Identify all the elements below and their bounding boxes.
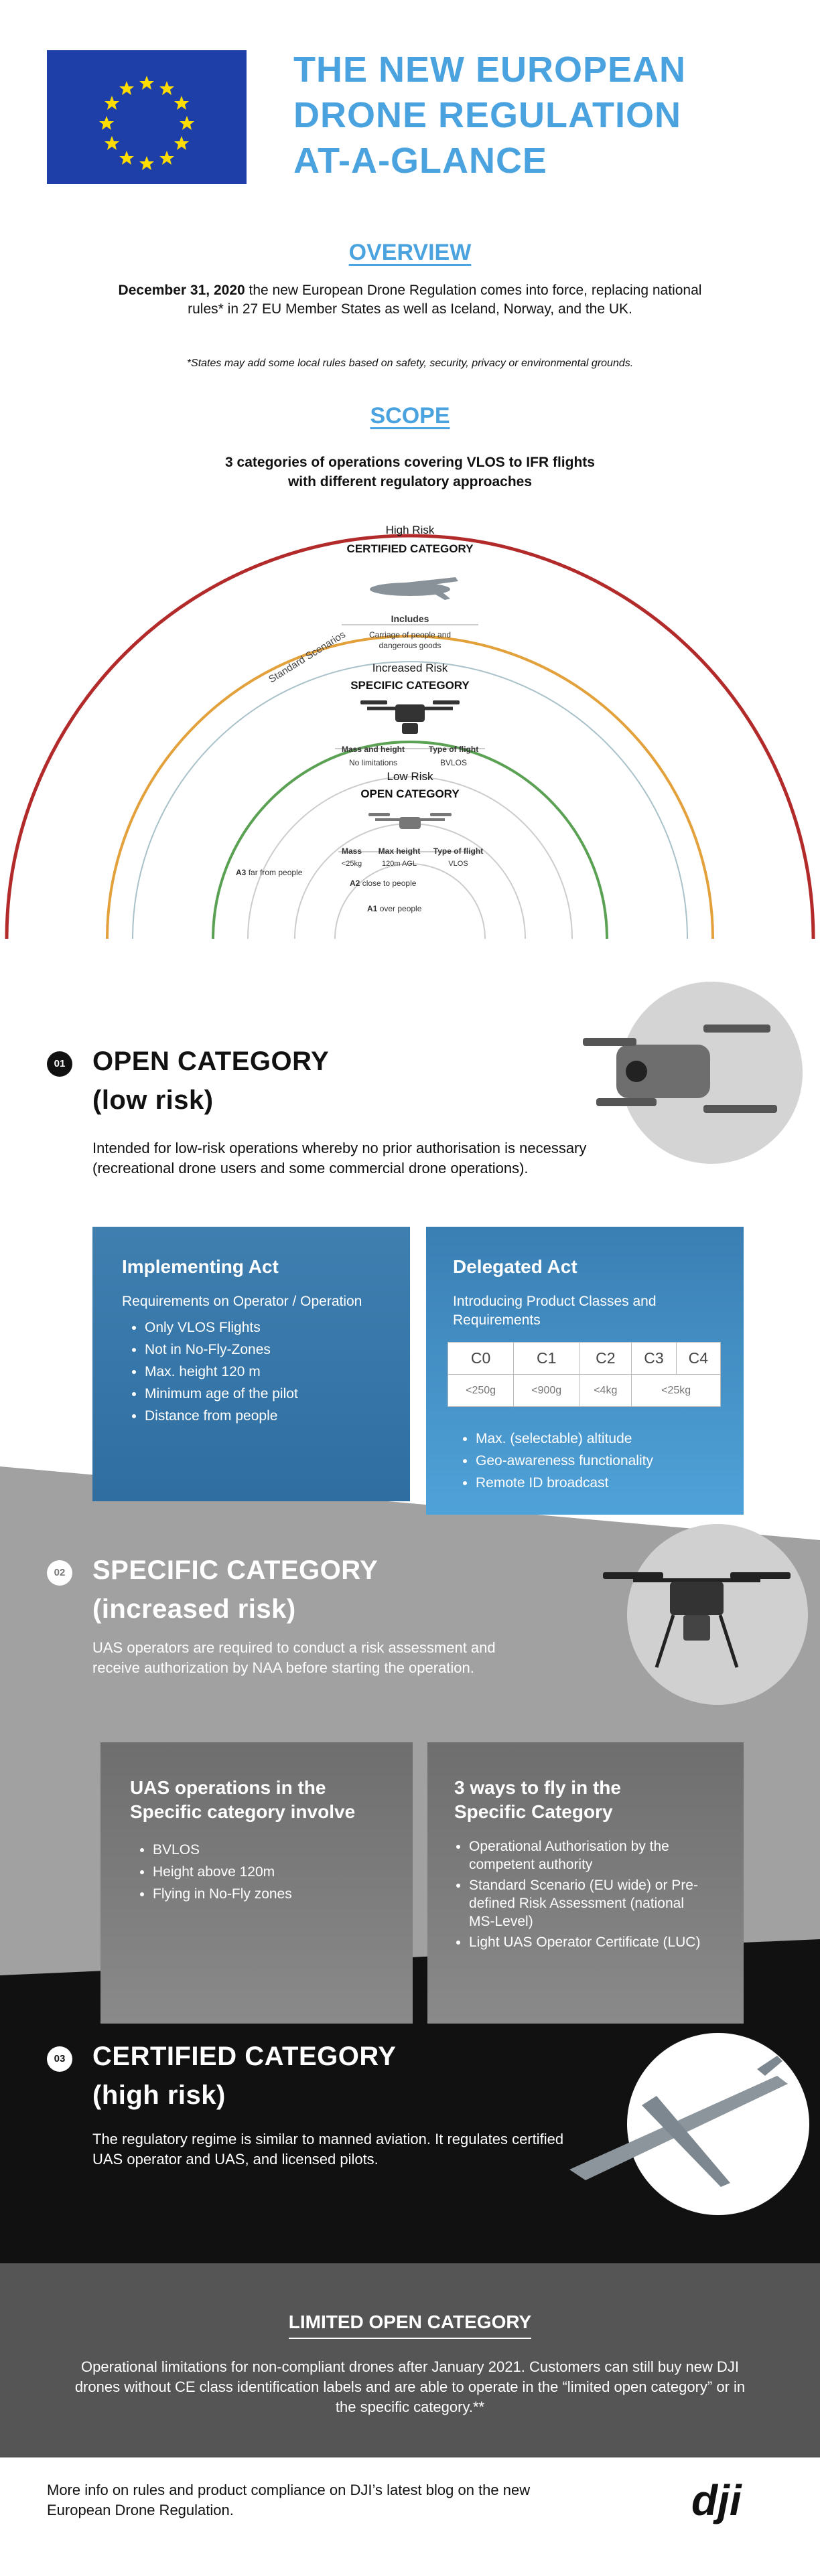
scope-heading: SCOPE xyxy=(370,403,450,429)
a2-label xyxy=(350,879,457,888)
overview-body: the new European Drone Regulation comes into force, replacing national rules* in 27 EU Member States as well as Iceland, Norway, and the UK. xyxy=(188,283,702,317)
specific-number-badge: 02 xyxy=(47,1560,72,1586)
mass-height-label: Mass and height xyxy=(341,745,405,754)
scope-subtitle-line-2: with different regulatory approaches xyxy=(287,474,533,489)
implementing-act-list xyxy=(122,1316,381,1427)
certified-number-badge: 03 xyxy=(47,2046,72,2072)
open-mass-value: <25kg xyxy=(341,860,362,868)
includes-text xyxy=(335,629,485,651)
a1-code: A1 xyxy=(367,904,378,913)
list-item: • Max. (selectable) altitude xyxy=(476,1428,653,1450)
implementing-act-panel xyxy=(92,1227,410,1501)
open-type-label: Type of flight xyxy=(433,846,484,856)
uas-operations-list xyxy=(130,1839,383,1905)
implementing-act-heading: Implementing Act xyxy=(122,1256,279,1277)
a3-code: A3 xyxy=(236,868,247,877)
eu-flag-icon xyxy=(47,50,247,184)
open-height-value: 120m AGL xyxy=(382,860,417,868)
class-c0: C0 xyxy=(448,1343,514,1375)
open-height-label: Max height xyxy=(378,846,421,856)
specific-title-line-2: (increased risk) xyxy=(92,1594,296,1624)
overview-note: *States may add some local rules based on safety, security, privacy or environmental grounds. xyxy=(186,358,634,369)
list-item: • Standard Scenario (EU wide) or Pre-defined Risk Assessment (national MS-Level) xyxy=(469,1876,710,1930)
weight-c3-c4: <25kg xyxy=(632,1375,721,1407)
includes-text-line-2: dangerous goods xyxy=(379,641,441,650)
a1-label xyxy=(367,904,461,913)
limited-open-text: Operational limitations for non-compliant drones after January 2021. Customers can still buy new DJI drones without CE class identification labels and are able to operate in the “limited open category” or in the specific category.** xyxy=(74,2358,746,2415)
type-of-flight-label: Type of flight xyxy=(428,745,479,754)
certified-category-label: CERTIFIED CATEGORY xyxy=(346,542,474,555)
three-ways-panel xyxy=(427,1742,744,2024)
uas-operations-heading: UAS operations in the Specific category involve xyxy=(130,1777,356,1822)
three-ways-list xyxy=(454,1837,710,1951)
consumer-drone-icon xyxy=(368,813,452,829)
product-class-table xyxy=(448,1342,721,1407)
certified-title-line-2: (high risk) xyxy=(92,2080,226,2110)
type-of-flight-value: BVLOS xyxy=(439,758,468,767)
list-item: • Max. height 120 m xyxy=(145,1361,381,1383)
class-c3: C3 xyxy=(632,1343,676,1375)
a1-arc xyxy=(335,864,485,939)
open-title-line-2: (low risk) xyxy=(92,1085,214,1115)
matrice-drone-icon xyxy=(583,1540,811,1687)
list-item: • Operational Authorisation by the competent authority xyxy=(469,1837,710,1874)
title-line-3: AT-A-GLANCE xyxy=(293,141,547,181)
page-title xyxy=(293,47,789,183)
open-category-title xyxy=(92,1042,602,1120)
limited-open-heading xyxy=(0,2312,820,2333)
class-c4: C4 xyxy=(676,1343,720,1375)
class-c1: C1 xyxy=(514,1343,579,1375)
increased-risk-label: Increased Risk xyxy=(372,662,448,674)
specific-category-description: UAS operators are required to conduct a risk assessment and receive authorization by NAA before starting the operation. xyxy=(92,1639,496,1676)
open-mass-label: Mass xyxy=(341,846,362,856)
list-item: • Only VLOS Flights xyxy=(145,1316,381,1339)
uas-operations-panel xyxy=(100,1742,413,2024)
list-item: • Distance from people xyxy=(145,1405,381,1427)
list-item: • Not in No-Fly-Zones xyxy=(145,1339,381,1361)
includes-text-line-1: Carriage of people and xyxy=(368,630,452,639)
high-risk-label: High Risk xyxy=(385,524,435,536)
a1-text: over people xyxy=(379,904,422,913)
dji-logo xyxy=(689,2475,776,2528)
list-item: • Remote ID broadcast xyxy=(476,1472,653,1494)
specific-title-line-1: SPECIFIC CATEGORY xyxy=(92,1556,379,1585)
overview-heading: OVERVIEW xyxy=(348,240,472,265)
implementing-act-intro: Requirements on Operator / Operation xyxy=(122,1294,362,1309)
certified-category-description: The regulatory regime is similar to manned aviation. It regulates certified UAS operator and UAS, and licensed pilots. xyxy=(92,2131,564,2168)
scope-subtitle-line-1: 3 categories of operations covering VLOS to IFR flights xyxy=(225,455,595,470)
limited-open-text-wrap xyxy=(0,2357,820,2417)
weight-c1: <900g xyxy=(514,1375,579,1407)
a3-arc xyxy=(248,777,572,939)
open-title-line-1: OPEN CATEGORY xyxy=(92,1047,330,1076)
title-line-1: THE NEW EUROPEAN xyxy=(293,50,687,90)
delegated-act-panel xyxy=(426,1227,744,1515)
list-item: • Minimum age of the pilot xyxy=(145,1383,381,1405)
limited-open-heading-text: LIMITED OPEN CATEGORY xyxy=(289,2312,531,2339)
a3-text: far from people xyxy=(248,868,303,877)
list-item: • Geo-awareness functionality xyxy=(476,1450,653,1472)
delegated-act-list xyxy=(453,1428,653,1494)
footer-text[interactable]: More info on rules and product compliance on DJI’s latest blog on the new European Drone Regulation. xyxy=(47,2482,531,2518)
a2-code: A2 xyxy=(350,879,360,888)
delegated-act-intro: Introducing Product Classes and Requirements xyxy=(453,1294,657,1328)
specific-category-title xyxy=(92,1551,602,1628)
military-drone-icon xyxy=(370,577,458,600)
includes-label: Includes xyxy=(391,613,429,624)
open-category-description: Intended for low-risk operations whereby no prior authorisation is necessary (recreational drone users and some commercial drone operations). xyxy=(92,1140,587,1177)
low-risk-label: Low Risk xyxy=(387,770,433,783)
weight-c2: <4kg xyxy=(579,1375,632,1407)
certified-title-line-1: CERTIFIED CATEGORY xyxy=(92,2042,397,2071)
title-line-2: DRONE REGULATION xyxy=(293,95,681,135)
list-item: • BVLOS xyxy=(153,1839,383,1861)
dji-logo-text: dji xyxy=(691,2476,742,2524)
standard-scenarios-label: Standard Scenarios xyxy=(267,629,348,686)
open-category-label: OPEN CATEGORY xyxy=(360,787,460,800)
list-item: • Flying in No-Fly zones xyxy=(153,1883,383,1905)
certified-category-title xyxy=(92,2037,602,2115)
a3-label xyxy=(236,868,343,877)
weight-c0: <250g xyxy=(448,1375,514,1407)
overview-date: December 31, 2020 xyxy=(118,283,245,298)
delegated-act-heading: Delegated Act xyxy=(453,1256,577,1277)
scope-subtitle xyxy=(0,453,820,491)
open-type-value: VLOS xyxy=(448,860,468,868)
enterprise-quadcopter-icon xyxy=(360,700,460,734)
a2-text: close to people xyxy=(362,879,417,888)
limited-section-top-bg xyxy=(0,2263,820,2290)
list-item: • Light UAS Operator Certificate (LUC) xyxy=(469,1933,710,1951)
open-number-badge: 01 xyxy=(47,1051,72,1077)
mass-height-value: No limitations xyxy=(348,758,398,767)
class-c2: C2 xyxy=(579,1343,632,1375)
list-item: • Height above 120m xyxy=(153,1861,383,1883)
overview-text xyxy=(0,281,820,319)
specific-category-label: SPECIFIC CATEGORY xyxy=(350,679,470,692)
three-ways-heading: 3 ways to fly in the Specific Category xyxy=(454,1777,621,1822)
